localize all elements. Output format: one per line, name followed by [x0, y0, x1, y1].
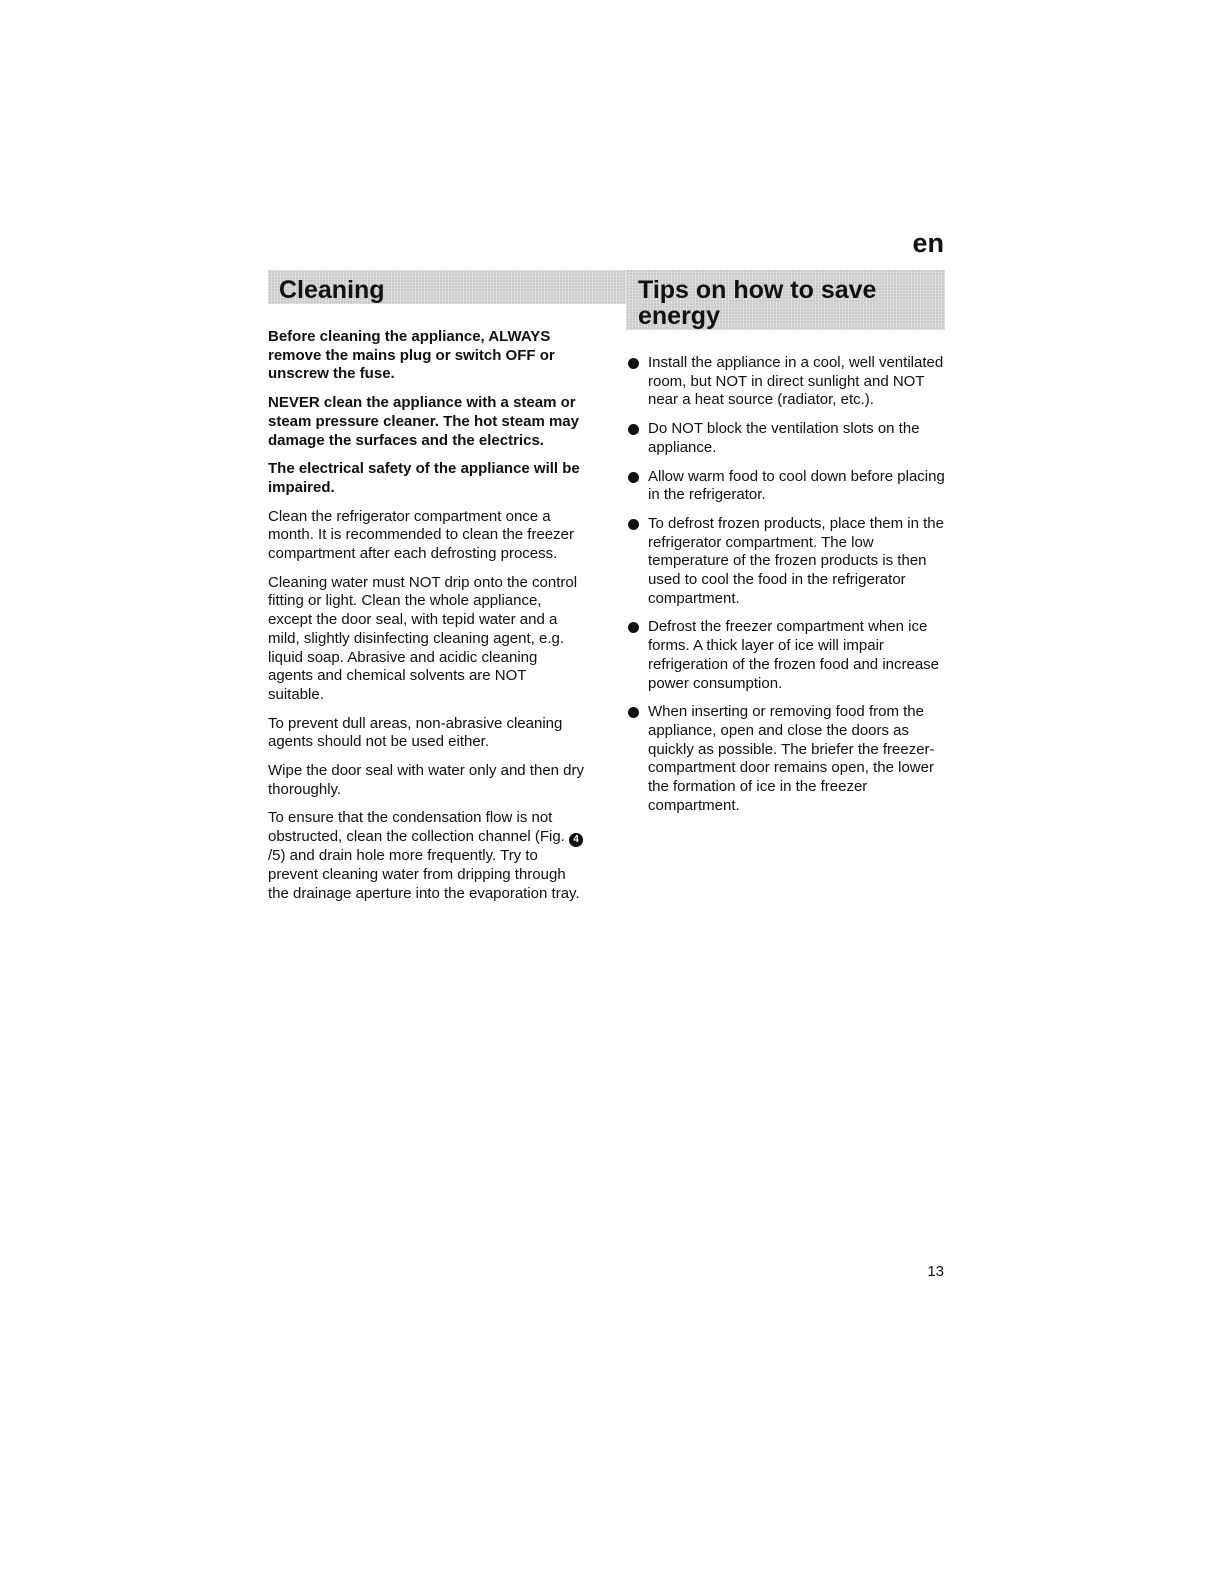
- bullet-icon: [628, 358, 639, 369]
- cleaning-paragraph-agents: Cleaning water must NOT drip onto the control fitting or light. Clean the whole appliance, except the door seal, with tepid water and a mild, slightly disinfecting cleaning agent, e.g. liquid soap. Abrasive and acidic cleaning agents and chemical solvents are NOT suitable.: [268, 573, 578, 703]
- energy-heading: Tips on how to save energy: [638, 276, 877, 330]
- list-item: [628, 515, 948, 609]
- tip-text: Do NOT block the ventilation slots on the appliance.: [648, 420, 920, 456]
- list-item: [628, 354, 948, 410]
- tip-text: To defrost frozen products, place them in the refrigerator compartment. The low temperature of the frozen products is then used to cool the food in the refrigerator compartment.: [648, 514, 944, 607]
- cleaning-warning-safety: The electrical safety of the appliance will be impaired.: [268, 460, 580, 496]
- language-code: en: [912, 228, 944, 258]
- page-number: 13: [927, 1263, 944, 1280]
- cleaning-warning-unplug: Before cleaning the appliance, ALWAYS remove the mains plug or switch OFF or unscrew the fuse.: [268, 328, 555, 383]
- cleaning-paragraph-dull-areas: To prevent dull areas, non-abrasive cleaning agents should not be used either.: [268, 714, 563, 751]
- bullet-icon: [628, 519, 639, 530]
- cleaning-paragraph-door-seal: Wipe the door seal with water only and then dry thoroughly.: [268, 762, 585, 798]
- tip-text: Defrost the freezer compartment when ice forms. A thick layer of ice will impair refrigeration of the frozen food and increase power consumption.: [648, 618, 940, 692]
- tip-text: Install the appliance in a cool, well ventilated room, but NOT in direct sunlight and NOT near a heat source (radiator, etc.).: [648, 354, 944, 409]
- bullet-icon: [628, 424, 639, 435]
- energy-tips-list: [628, 354, 948, 815]
- tip-text: Allow warm food to cool down before placing in the refrigerator.: [648, 467, 945, 504]
- cleaning-warning-steam: NEVER clean the appliance with a steam or steam pressure cleaner. The hot steam may damage the surfaces and the electrics.: [268, 394, 579, 449]
- condensation-text-start: To ensure that the condensation flow is not obstructed, clean the collection channel (Fig.: [268, 809, 570, 846]
- list-item: [628, 468, 948, 505]
- tip-text: When inserting or removing food from the appliance, open and close the doors as quickly as possible. The briefer the freezer-compartment door remains open, the lower the formation of ice in the freezer compartment.: [648, 703, 935, 814]
- list-item: [628, 420, 948, 457]
- list-item: [628, 703, 948, 815]
- cleaning-paragraph-frequency: Clean the refrigerator compartment once a month. It is recommended to clean the freezer compartment after each defrosting process.: [268, 507, 574, 563]
- condensation-text-end: /5) and drain hole more frequently. Try to prevent cleaning water from dripping through the drainage aperture into the evaporation tray.: [268, 847, 580, 902]
- bullet-icon: [628, 707, 639, 718]
- list-item: [628, 618, 948, 693]
- cleaning-heading: Cleaning: [279, 276, 385, 304]
- cleaning-section: [268, 328, 586, 913]
- bullet-icon: [628, 622, 639, 633]
- cleaning-paragraph-condensation: [268, 809, 586, 903]
- figure-number-icon: 4: [569, 833, 583, 847]
- bullet-icon: [628, 472, 639, 483]
- energy-section: [628, 354, 948, 825]
